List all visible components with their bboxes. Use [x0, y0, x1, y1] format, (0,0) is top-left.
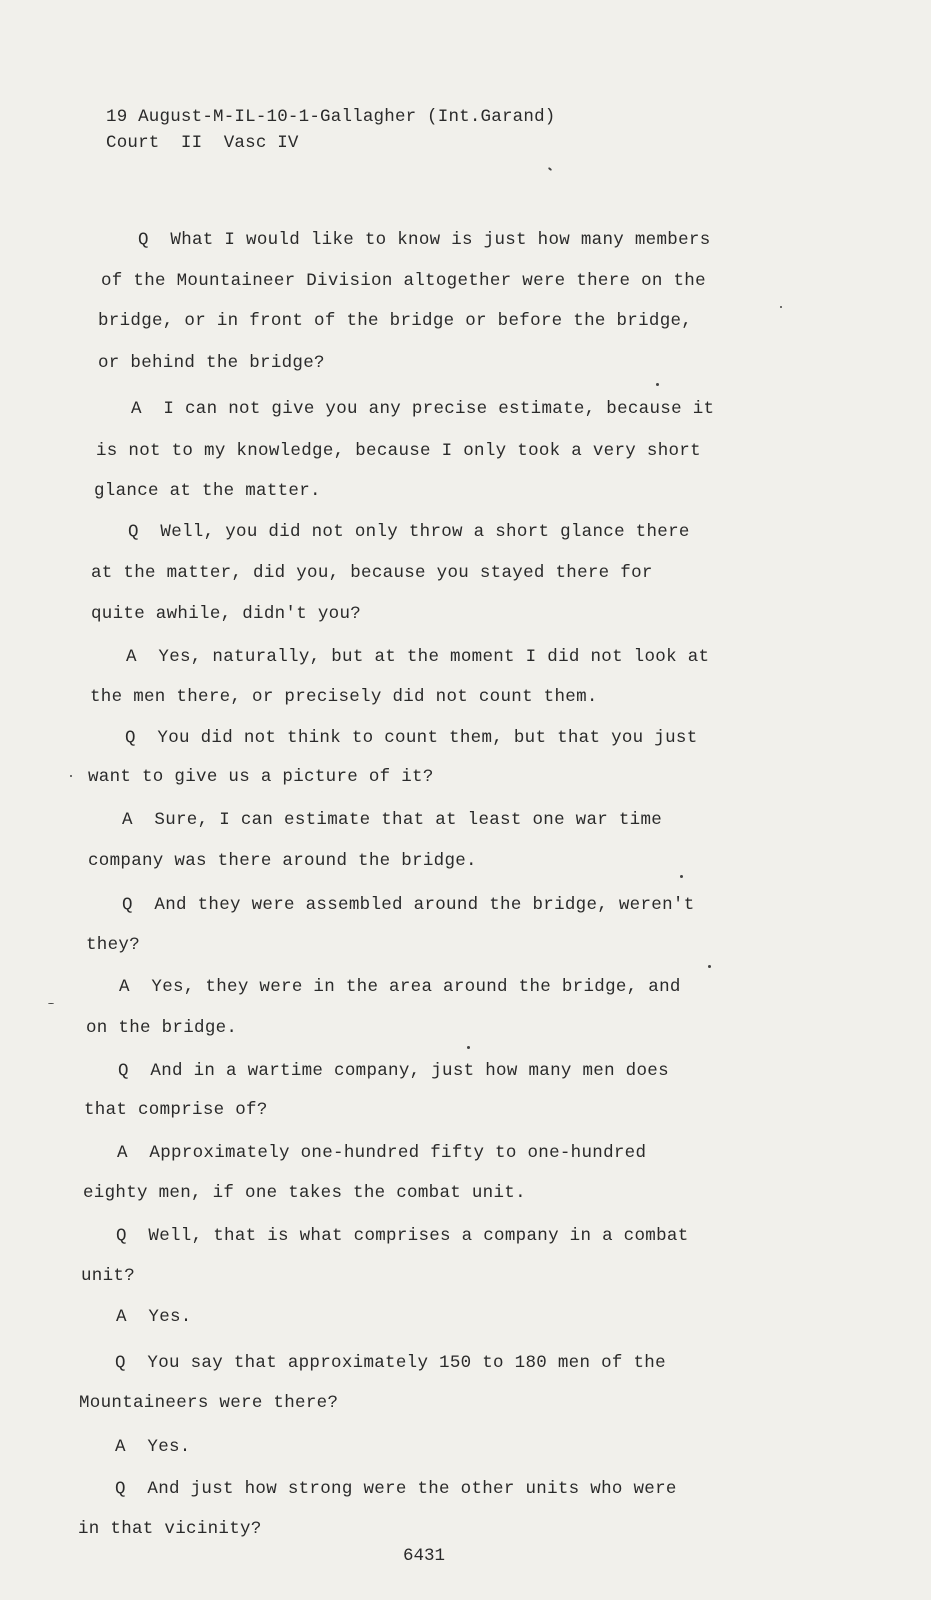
transcript-line: quite awhile, didn't you?: [91, 604, 362, 624]
transcript-line: Q You say that approximately 150 to 180 men of the: [115, 1353, 666, 1373]
paper-speck: [70, 775, 72, 777]
transcript-line: eighty men, if one takes the combat unit.: [83, 1183, 526, 1203]
paper-speck: [680, 875, 683, 878]
transcript-line: want to give us a picture of it?: [88, 767, 434, 787]
paper-speck: [708, 965, 711, 968]
transcript-line: A I can not give you any precise estimate, because it: [131, 399, 715, 419]
transcript-line: A Approximately one-hundred fifty to one-hundred: [117, 1143, 647, 1163]
transcript-line: on the bridge.: [86, 1018, 238, 1038]
transcript-line: glance at the matter.: [94, 481, 321, 501]
transcript-line: Q What I would like to know is just how many members: [138, 230, 711, 250]
transcript-line: Q And just how strong were the other units who were: [115, 1479, 677, 1499]
transcript-line: the men there, or precisely did not count them.: [90, 687, 598, 707]
transcript-line: in that vicinity?: [78, 1519, 262, 1539]
header-court-line: Court II Vasc IV: [106, 133, 299, 153]
transcript-line: A Yes, they were in the area around the bridge, and: [119, 977, 681, 997]
transcript-line: of the Mountaineer Division altogether were there on the: [101, 271, 706, 291]
paper-speck: [48, 1003, 54, 1004]
transcript-line: A Sure, I can estimate that at least one war time: [122, 810, 663, 830]
transcript-line: is not to my knowledge, because I only took a very short: [96, 441, 701, 461]
transcript-line: Q You did not think to count them, but that you just: [125, 728, 698, 748]
transcript-line: that comprise of?: [84, 1100, 268, 1120]
transcript-line: Mountaineers were there?: [79, 1393, 339, 1413]
paper-speck: [656, 383, 659, 386]
header-case-line: 19 August-M-IL-10-1-Gallagher (Int.Garand): [106, 107, 556, 127]
transcript-line: A Yes.: [115, 1437, 191, 1457]
transcript-line: unit?: [81, 1266, 136, 1286]
transcript-line: at the matter, did you, because you stayed there for: [91, 563, 653, 583]
paper-speck: [780, 306, 782, 308]
transcript-line: Q And in a wartime company, just how many men does: [118, 1061, 669, 1081]
transcript-line: company was there around the bridge.: [88, 851, 477, 871]
transcript-line: Q Well, you did not only throw a short glance there: [128, 522, 690, 542]
transcript-line: or behind the bridge?: [98, 353, 325, 373]
transcript-line: Q And they were assembled around the bridge, weren't: [122, 895, 695, 915]
page-number: 6431: [403, 1546, 446, 1566]
transcript-line: they?: [86, 935, 141, 955]
transcript-line: A Yes, naturally, but at the moment I did not look at: [126, 647, 710, 667]
transcript-line: Q Well, that is what comprises a company in a combat: [116, 1226, 689, 1246]
transcript-line: A Yes.: [116, 1307, 192, 1327]
paper-speck: [467, 1046, 470, 1049]
transcript-line: bridge, or in front of the bridge or before the bridge,: [98, 311, 693, 331]
